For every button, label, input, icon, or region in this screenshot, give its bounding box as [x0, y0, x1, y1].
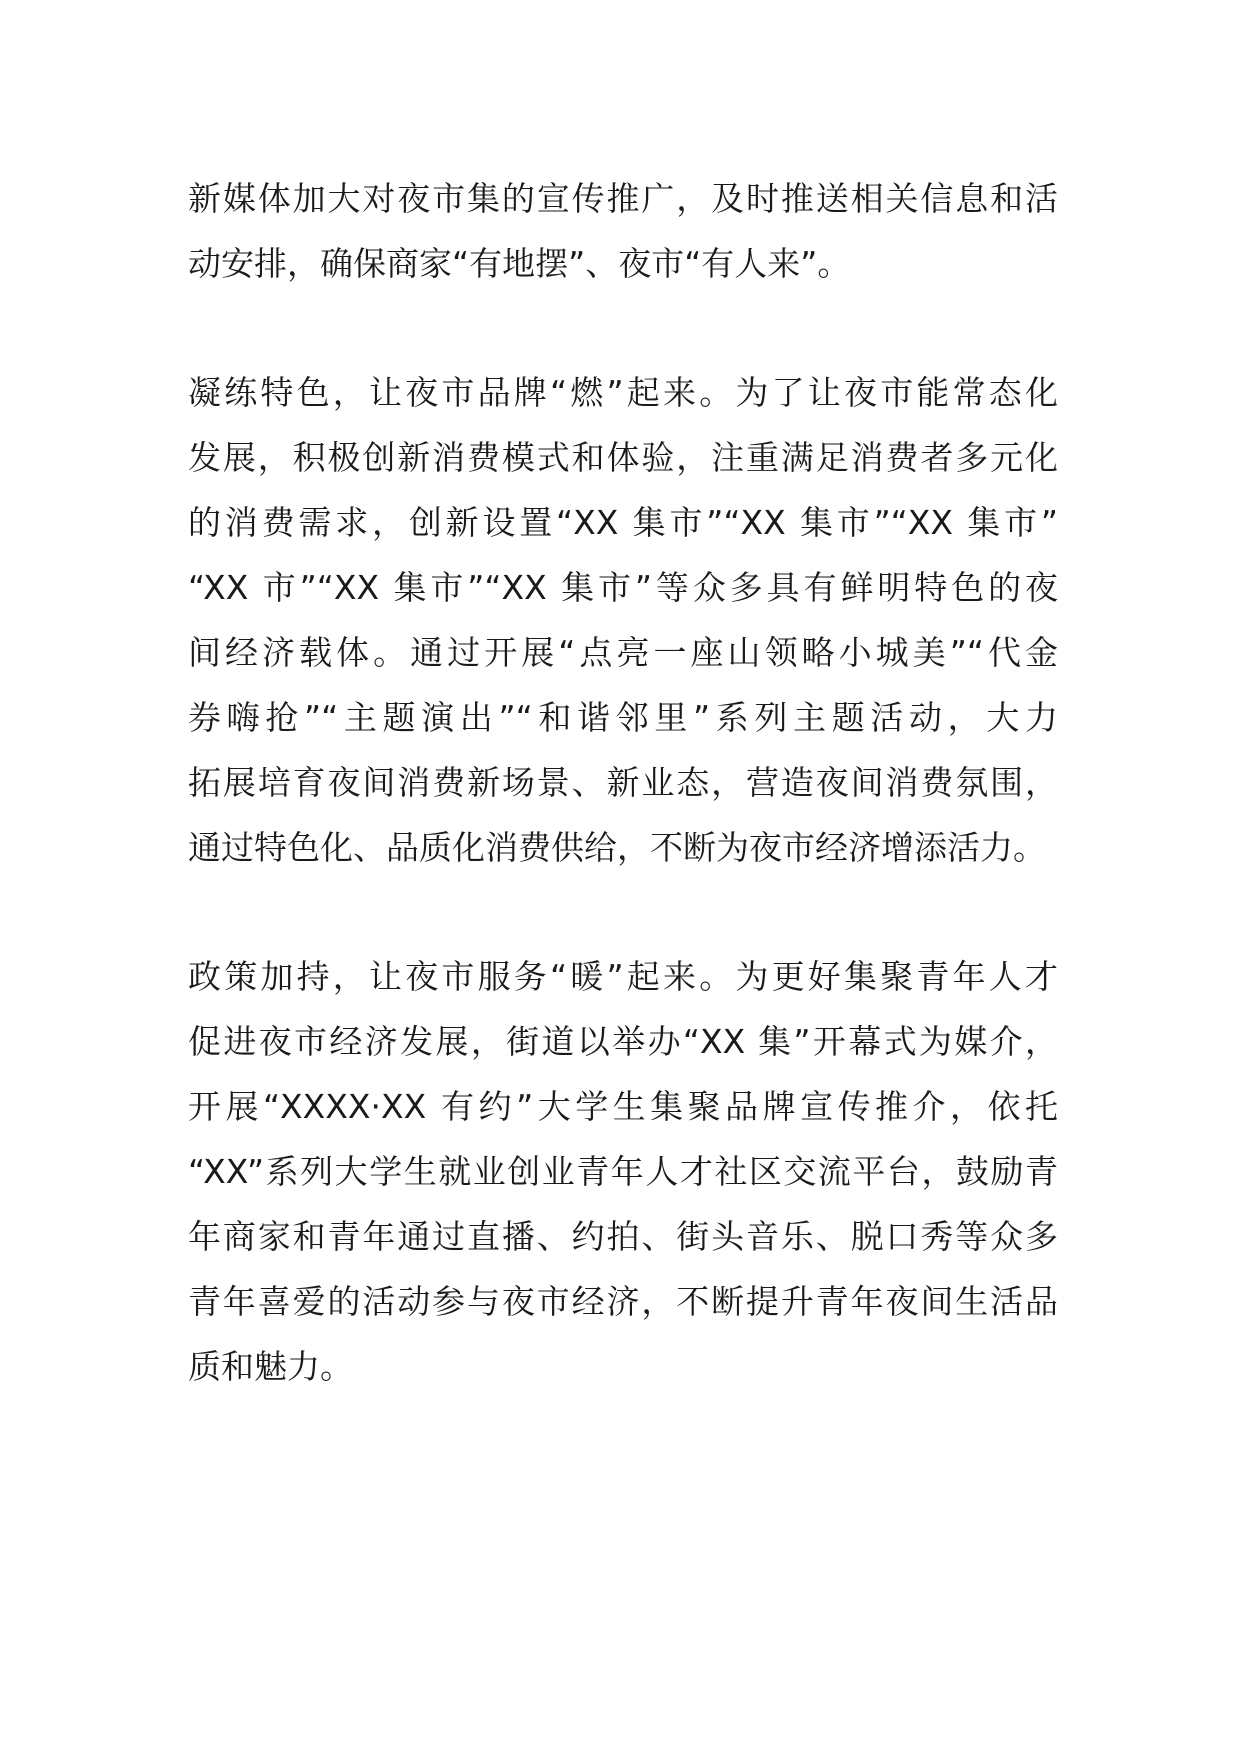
text-line: 通过特色化、品质化消费供给，不断为夜市经济增添活力。: [188, 828, 1046, 867]
text-line: 发展，积极创新消费模式和体验，注重满足消费者多元化: [188, 438, 1058, 477]
text-line: 新媒体加大对夜市集的宣传推广，及时推送相关信息和活: [188, 179, 1058, 218]
document-body: [188, 166, 1058, 1399]
text-line: “XX 市”“XX 集市”“XX 集市”等众多具有鲜明特色的夜: [188, 568, 1058, 607]
paragraph-3: [188, 944, 1058, 1399]
text-line: 动安排，确保商家“有地摆”、夜市“有人来”。: [188, 244, 851, 283]
text-line: “XX”系列大学生就业创业青年人才社区交流平台，鼓励青: [188, 1152, 1058, 1191]
paragraph-2: [188, 360, 1058, 880]
text-line: 质和魅力。: [188, 1347, 353, 1386]
paragraph-1: [188, 166, 1058, 296]
paragraph-spacer: [188, 880, 1058, 944]
text-line: 政策加持，让夜市服务“暖”起来。为更好集聚青年人才: [188, 957, 1058, 996]
text-line: 青年喜爱的活动参与夜市经济，不断提升青年夜间生活品: [188, 1282, 1058, 1321]
text-line: 的消费需求，创新设置“XX 集市”“XX 集市”“XX 集市”: [188, 503, 1058, 542]
text-line: 促进夜市经济发展，街道以举办“XX 集”开幕式为媒介，: [188, 1022, 1058, 1061]
text-line: 凝练特色，让夜市品牌“燃”起来。为了让夜市能常态化: [188, 373, 1058, 412]
text-line: 开展“XXXX·XX 有约”大学生集聚品牌宣传推介，依托: [188, 1087, 1058, 1126]
text-line: 拓展培育夜间消费新场景、新业态，营造夜间消费氛围，: [188, 763, 1058, 802]
paragraph-spacer: [188, 296, 1058, 360]
text-line: 券嗨抢”“主题演出”“和谐邻里”系列主题活动，大力: [188, 698, 1058, 737]
text-line: 年商家和青年通过直播、约拍、街头音乐、脱口秀等众多: [188, 1217, 1058, 1256]
text-line: 间经济载体。通过开展“点亮一座山领略小城美”“代金: [188, 633, 1058, 672]
